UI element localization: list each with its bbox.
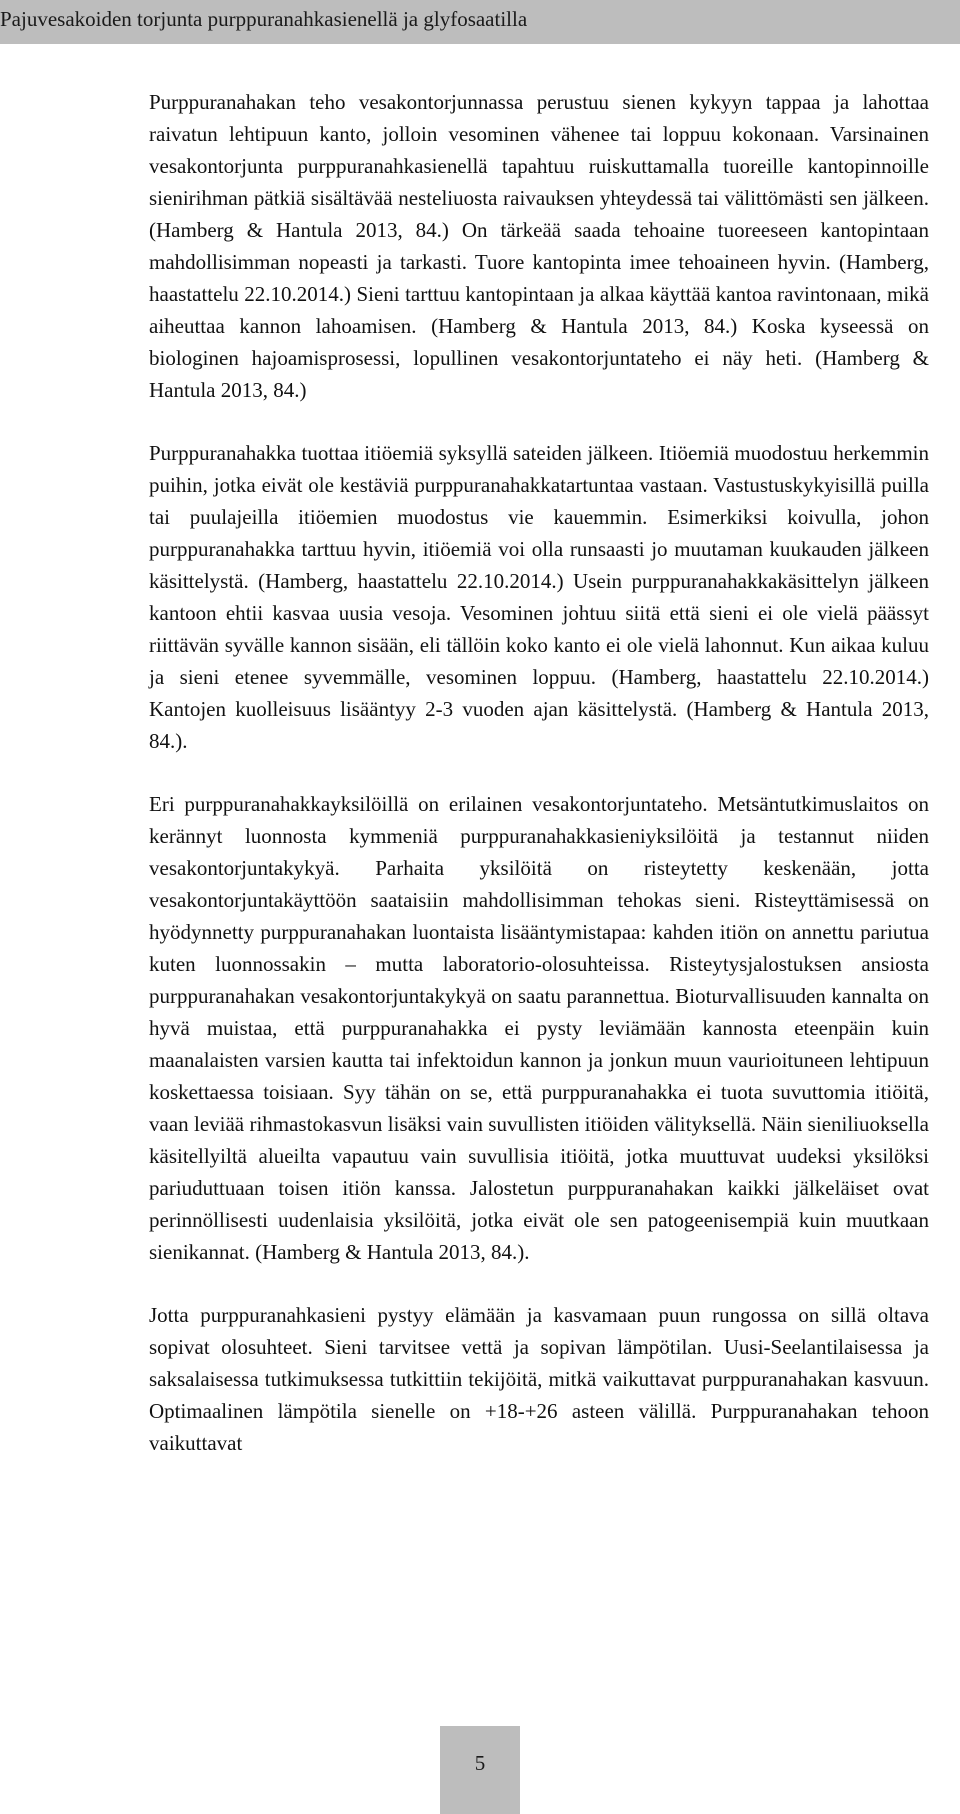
- paragraph-3: Eri purppuranahakkayksilöillä on erilainen vesakontorjuntateho. Metsäntutkimuslaitos on kerännyt luonnosta kymmeniä purppuranahakkasieniyksilöitä ja testannut niiden vesakontorjuntakykyä. Parhaita yksilöitä on risteytetty keskenään, jotta vesakontorjuntakäyttöön saataisiin mahdollisimman tehokas sieni. Risteyttämisessä on hyödynnetty purppuranahakan luontaista lisääntymistapaa: kahden itiön on annettu pariutua kuten luonnossakin – mutta laboratorio-olosuhteissa. Risteytysjalostuksen ansiosta purppuranahakan vesakontorjuntakykyä on saatu parannettua. Bioturvallisuuden kannalta on hyvä muistaa, että purppuranahakka ei pysty leviämään kannosta eteenpäin kuin maanalaisten varsien kautta tai infektoidun kannon ja jonkun muun vaurioituneen lehtipuun koskettaessa toisiaan. Syy tähän on se, että purppuranahakka ei tuota suvuttomia itiöitä, vaan leviää rihmastokasvun lisäksi vain suvullisten itiöiden välityksellä. Näin sieniliuoksella käsitellyiltä alueilta vapautuu vain suvullisia itiöitä, jotka muuttuvat uudeksi yksilöksi pariuduttuaan toisen itiön kanssa. Jalostetun purppuranahakan kaikki jälkeläiset ovat perinnöllisesti uudenlaisia yksilöitä, jotka eivät ole sen patogeenisempiä kuin muutkaan sienikannat. (Hamberg & Hantula 2013, 84.).: [149, 792, 929, 1264]
- document-title: Pajuvesakoiden torjunta purppuranahkasienellä ja glyfosaatilla: [0, 7, 528, 31]
- running-header: [0, 0, 960, 44]
- body-text: [149, 86, 929, 1459]
- page-number: 5: [474, 1751, 486, 1775]
- paragraph-1: Purppuranahakan teho vesakontorjunnassa perustuu sienen kykyyn tappaa ja lahottaa raivatun lehtipuun kanto, jolloin vesominen vähenee tai loppuu kokonaan. Varsinainen vesakontorjunta purppuranahkasienellä tapahtuu ruiskuttamalla tuoreille kantopinnoille sienirihman pätkiä sisältävää nesteliuosta raivauksen yhteydessä tai välittömästi sen jälkeen. (Hamberg & Hantula 2013, 84.) On tärkeää saada tehoaine tuoreeseen kantopintaan mahdollisimman nopeasti ja tarkasti. Tuore kantopinta imee tehoaineen hyvin. (Hamberg, haastattelu 22.10.2014.) Sieni tarttuu kantopintaan ja alkaa käyttää kantoa ravintonaan, mikä aiheuttaa kannon lahoamisen. (Hamberg & Hantula 2013, 84.) Koska kyseessä on biologinen hajoamisprosessi, lopullinen vesakontorjuntateho ei näy heti. (Hamberg & Hantula 2013, 84.): [149, 90, 929, 402]
- paragraph-4: Jotta purppuranahkasieni pystyy elämään ja kasvamaan puun rungossa on sillä oltava sopivat olosuhteet. Sieni tarvitsee vettä ja sopivan lämpötilan. Uusi-Seelantilaisessa ja saksalaisessa tutkimuksessa tutkittiin tekijöitä, mitkä vaikuttavat purppuranahakan kasvuun. Optimaalinen lämpötila sienelle on +18-+26 asteen välillä. Purppuranahakan tehoon vaikuttavat: [149, 1303, 929, 1455]
- page-number-box: [440, 1726, 520, 1814]
- paragraph-2: Purppuranahakka tuottaa itiöemiä syksyllä sateiden jälkeen. Itiöemiä muodostuu herkemmin puihin, jotka eivät ole kestäviä purppuranahakkatartuntaa vastaan. Vastustuskykyisillä puilla tai puulajeilla itiöemien muodostus vie kauemmin. Esimerkiksi koivulla, johon purppuranahakka tarttuu hyvin, itiöemiä voi olla runsaasti jo muutaman kuukauden jälkeen käsittelystä. (Hamberg, haastattelu 22.10.2014.) Usein purppuranahakkakäsittelyn jälkeen kantoon ehtii kasvaa uusia vesoja. Vesominen johtuu siitä että sieni ei ole vielä päässyt riittävän syvälle kannon sisään, eli tällöin koko kanto ei ole vielä lahonnut. Kun aikaa kuluu ja sieni etenee syvemmälle, vesominen loppuu. (Hamberg, haastattelu 22.10.2014.) Kantojen kuolleisuus lisääntyy 2-3 vuoden ajan käsittelystä. (Hamberg & Hantula 2013, 84.).: [149, 441, 929, 753]
